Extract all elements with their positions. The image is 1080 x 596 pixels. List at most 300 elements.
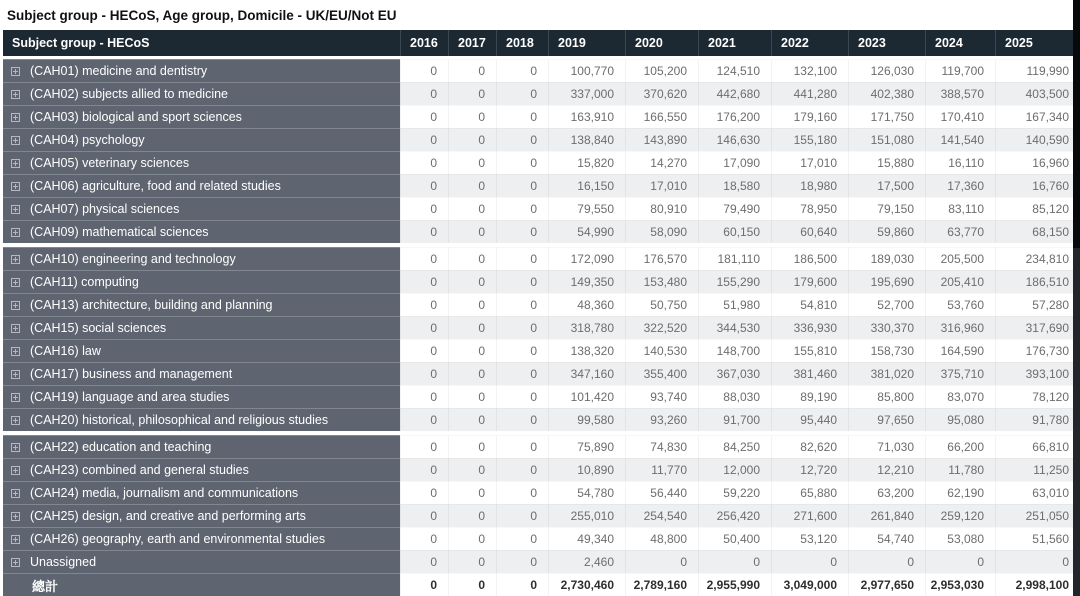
- value-cell: 138,320: [548, 339, 625, 362]
- row-label: (CAH20) historical, philosophical and religious studies: [30, 413, 329, 427]
- row-label-cell[interactable]: [3, 481, 400, 504]
- value-cell: 155,810: [771, 339, 848, 362]
- header-row: [3, 30, 1080, 56]
- row-label: (CAH15) social sciences: [30, 321, 167, 335]
- value-cell: 141,540: [925, 128, 995, 151]
- row-label: (CAH06) agriculture, food and related studies: [30, 179, 281, 193]
- column-header-year[interactable]: 2025: [995, 30, 1080, 56]
- value-cell: 0: [925, 550, 995, 573]
- value-cell: 58,090: [625, 220, 698, 243]
- value-cell: 205,500: [925, 247, 995, 270]
- value-cell: 10,890: [548, 458, 625, 481]
- value-cell: 12,000: [698, 458, 771, 481]
- value-cell: 17,090: [698, 151, 771, 174]
- table-row: [3, 59, 1080, 82]
- expand-plus-icon[interactable]: [11, 136, 20, 145]
- value-cell: 0: [496, 316, 548, 339]
- value-cell: 0: [496, 293, 548, 316]
- value-cell: 0: [448, 293, 496, 316]
- value-cell: 51,980: [698, 293, 771, 316]
- value-cell: 172,090: [548, 247, 625, 270]
- value-cell: 0: [400, 408, 448, 431]
- value-cell: 140,530: [625, 339, 698, 362]
- value-cell: 100,770: [548, 59, 625, 82]
- value-cell: 0: [496, 362, 548, 385]
- value-cell: 60,150: [698, 220, 771, 243]
- value-cell: 91,700: [698, 408, 771, 431]
- value-cell: 63,770: [925, 220, 995, 243]
- value-cell: 318,780: [548, 316, 625, 339]
- row-label-cell[interactable]: [3, 105, 400, 128]
- value-cell: 155,180: [771, 128, 848, 151]
- value-cell: 97,650: [848, 408, 925, 431]
- value-cell: 442,680: [698, 82, 771, 105]
- row-label: (CAH03) biological and sport sciences: [30, 110, 242, 124]
- row-label: (CAH10) engineering and technology: [30, 252, 236, 266]
- value-cell: 138,840: [548, 128, 625, 151]
- value-cell: 176,570: [625, 247, 698, 270]
- value-cell: 2,953,030: [925, 573, 995, 596]
- value-cell: 60,640: [771, 220, 848, 243]
- value-cell: 0: [496, 247, 548, 270]
- value-cell: 82,620: [771, 435, 848, 458]
- value-cell: 0: [995, 550, 1080, 573]
- value-cell: 2,998,100: [995, 573, 1080, 596]
- value-cell: 0: [448, 128, 496, 151]
- expand-plus-icon[interactable]: [11, 159, 20, 168]
- row-label: (CAH04) psychology: [30, 133, 145, 147]
- column-header-year[interactable]: 2022: [771, 30, 848, 56]
- value-cell: 402,380: [848, 82, 925, 105]
- value-cell: 0: [496, 59, 548, 82]
- value-cell: 83,110: [925, 197, 995, 220]
- value-cell: 124,510: [698, 59, 771, 82]
- value-cell: 93,740: [625, 385, 698, 408]
- expand-plus-icon[interactable]: [11, 278, 20, 287]
- table-body: [3, 59, 1080, 596]
- value-cell: 189,030: [848, 247, 925, 270]
- value-cell: 0: [400, 247, 448, 270]
- value-cell: 0: [448, 197, 496, 220]
- expand-plus-icon[interactable]: [11, 324, 20, 333]
- value-cell: 75,890: [548, 435, 625, 458]
- value-cell: 0: [496, 481, 548, 504]
- value-cell: 0: [400, 362, 448, 385]
- expand-plus-icon[interactable]: [11, 393, 20, 402]
- value-cell: 0: [400, 481, 448, 504]
- value-cell: 330,370: [848, 316, 925, 339]
- expand-plus-icon[interactable]: [11, 113, 20, 122]
- table-row: [3, 435, 1080, 458]
- value-cell: 234,810: [995, 247, 1080, 270]
- value-cell: 78,950: [771, 197, 848, 220]
- value-cell: 0: [496, 573, 548, 596]
- value-cell: 0: [496, 270, 548, 293]
- value-cell: 89,190: [771, 385, 848, 408]
- value-cell: 388,570: [925, 82, 995, 105]
- table-row: [3, 151, 1080, 174]
- expand-plus-icon[interactable]: [11, 67, 20, 76]
- value-cell: 80,910: [625, 197, 698, 220]
- scrollbar-thumb[interactable]: [1073, 248, 1080, 596]
- value-cell: 0: [448, 435, 496, 458]
- value-cell: 16,110: [925, 151, 995, 174]
- row-label-cell[interactable]: [3, 385, 400, 408]
- value-cell: 256,420: [698, 504, 771, 527]
- row-label-cell[interactable]: [3, 293, 400, 316]
- value-cell: 0: [400, 573, 448, 596]
- row-label-cell[interactable]: [3, 435, 400, 458]
- value-cell: 0: [400, 550, 448, 573]
- table-row: [3, 197, 1080, 220]
- value-cell: 370,620: [625, 82, 698, 105]
- value-cell: 255,010: [548, 504, 625, 527]
- value-cell: 0: [400, 174, 448, 197]
- value-cell: 52,700: [848, 293, 925, 316]
- value-cell: 322,520: [625, 316, 698, 339]
- value-cell: 66,810: [995, 435, 1080, 458]
- value-cell: 11,780: [925, 458, 995, 481]
- row-label: (CAH07) physical sciences: [30, 202, 180, 216]
- table-row: [3, 128, 1080, 151]
- row-label-cell[interactable]: [3, 59, 400, 82]
- table-row: [3, 247, 1080, 270]
- value-cell: 0: [400, 504, 448, 527]
- row-label: (CAH17) business and management: [30, 367, 233, 381]
- value-cell: 0: [448, 105, 496, 128]
- value-cell: 167,340: [995, 105, 1080, 128]
- value-cell: 15,880: [848, 151, 925, 174]
- value-cell: 403,500: [995, 82, 1080, 105]
- value-cell: 63,200: [848, 481, 925, 504]
- value-cell: 57,280: [995, 293, 1080, 316]
- column-header-year[interactable]: 2018: [496, 30, 548, 56]
- value-cell: 12,720: [771, 458, 848, 481]
- value-cell: 101,420: [548, 385, 625, 408]
- value-cell: 195,690: [848, 270, 925, 293]
- expand-plus-icon[interactable]: [11, 301, 20, 310]
- row-label-cell[interactable]: [3, 247, 400, 270]
- table-row: [3, 270, 1080, 293]
- value-cell: 59,860: [848, 220, 925, 243]
- row-label-cell[interactable]: [3, 174, 400, 197]
- value-cell: 0: [496, 105, 548, 128]
- value-cell: 316,960: [925, 316, 995, 339]
- value-cell: 0: [496, 408, 548, 431]
- value-cell: 63,010: [995, 481, 1080, 504]
- value-cell: 0: [496, 504, 548, 527]
- value-cell: 49,340: [548, 527, 625, 550]
- value-cell: 146,630: [698, 128, 771, 151]
- value-cell: 15,820: [548, 151, 625, 174]
- value-cell: 0: [848, 550, 925, 573]
- expand-plus-icon[interactable]: [11, 182, 20, 191]
- value-cell: 344,530: [698, 316, 771, 339]
- value-cell: 0: [698, 550, 771, 573]
- row-label-cell[interactable]: [3, 82, 400, 105]
- value-cell: 0: [496, 197, 548, 220]
- value-cell: 259,120: [925, 504, 995, 527]
- row-label: 總計: [32, 578, 59, 594]
- value-cell: 0: [496, 174, 548, 197]
- table-row: [3, 316, 1080, 339]
- value-cell: 78,120: [995, 385, 1080, 408]
- value-cell: 0: [400, 435, 448, 458]
- value-cell: 17,010: [771, 151, 848, 174]
- matrix-table: [3, 30, 1080, 596]
- row-label-cell[interactable]: [3, 550, 400, 573]
- value-cell: 0: [448, 385, 496, 408]
- value-cell: 0: [400, 151, 448, 174]
- value-cell: 367,030: [698, 362, 771, 385]
- row-label-cell[interactable]: [3, 458, 400, 481]
- value-cell: 254,540: [625, 504, 698, 527]
- value-cell: 381,020: [848, 362, 925, 385]
- table-row: [3, 527, 1080, 550]
- value-cell: 88,030: [698, 385, 771, 408]
- value-cell: 119,990: [995, 59, 1080, 82]
- value-cell: 0: [448, 339, 496, 362]
- value-cell: 140,590: [995, 128, 1080, 151]
- value-cell: 186,510: [995, 270, 1080, 293]
- value-cell: 441,280: [771, 82, 848, 105]
- value-cell: 0: [448, 82, 496, 105]
- column-header-year[interactable]: 2017: [448, 30, 496, 56]
- column-header-year[interactable]: 2021: [698, 30, 771, 56]
- column-header-year[interactable]: 2020: [625, 30, 698, 56]
- row-label: (CAH13) architecture, building and planning: [30, 298, 273, 312]
- value-cell: 0: [448, 481, 496, 504]
- value-cell: 347,160: [548, 362, 625, 385]
- total-row: [3, 573, 1080, 596]
- value-cell: 0: [448, 174, 496, 197]
- value-cell: 16,760: [995, 174, 1080, 197]
- value-cell: 65,880: [771, 481, 848, 504]
- value-cell: 336,930: [771, 316, 848, 339]
- expand-plus-icon[interactable]: [11, 443, 20, 452]
- value-cell: 11,250: [995, 458, 1080, 481]
- value-cell: 0: [448, 408, 496, 431]
- value-cell: 158,730: [848, 339, 925, 362]
- expand-plus-icon[interactable]: [11, 370, 20, 379]
- column-header-year[interactable]: 2024: [925, 30, 995, 56]
- value-cell: 53,080: [925, 527, 995, 550]
- value-cell: 0: [448, 316, 496, 339]
- value-cell: 0: [400, 339, 448, 362]
- value-cell: 171,750: [848, 105, 925, 128]
- row-label: (CAH23) combined and general studies: [30, 463, 249, 477]
- expand-plus-icon[interactable]: [11, 489, 20, 498]
- value-cell: 186,500: [771, 247, 848, 270]
- value-cell: 149,350: [548, 270, 625, 293]
- row-label: (CAH19) language and area studies: [30, 390, 230, 404]
- value-cell: 105,200: [625, 59, 698, 82]
- value-cell: 163,910: [548, 105, 625, 128]
- value-cell: 176,730: [995, 339, 1080, 362]
- expand-plus-icon[interactable]: [11, 535, 20, 544]
- value-cell: 54,810: [771, 293, 848, 316]
- value-cell: 0: [496, 151, 548, 174]
- value-cell: 0: [400, 293, 448, 316]
- value-cell: 95,080: [925, 408, 995, 431]
- row-label-cell[interactable]: [3, 128, 400, 151]
- value-cell: 54,990: [548, 220, 625, 243]
- value-cell: 170,410: [925, 105, 995, 128]
- value-cell: 48,800: [625, 527, 698, 550]
- value-cell: 317,690: [995, 316, 1080, 339]
- value-cell: 56,440: [625, 481, 698, 504]
- value-cell: 95,440: [771, 408, 848, 431]
- row-label-cell[interactable]: [3, 527, 400, 550]
- value-cell: 153,480: [625, 270, 698, 293]
- row-label-cell[interactable]: [3, 362, 400, 385]
- row-label-cell[interactable]: [3, 504, 400, 527]
- table-row: [3, 550, 1080, 573]
- table-row: [3, 362, 1080, 385]
- value-cell: 18,580: [698, 174, 771, 197]
- value-cell: 93,260: [625, 408, 698, 431]
- value-cell: 18,980: [771, 174, 848, 197]
- row-label-cell[interactable]: [3, 270, 400, 293]
- value-cell: 0: [448, 550, 496, 573]
- value-cell: 0: [448, 59, 496, 82]
- row-label: (CAH02) subjects allied to medicine: [30, 87, 229, 101]
- value-cell: 393,100: [995, 362, 1080, 385]
- value-cell: 16,960: [995, 151, 1080, 174]
- value-cell: 0: [496, 435, 548, 458]
- value-cell: 0: [496, 128, 548, 151]
- value-cell: 0: [400, 105, 448, 128]
- value-cell: 54,740: [848, 527, 925, 550]
- value-cell: 17,010: [625, 174, 698, 197]
- value-cell: 166,550: [625, 105, 698, 128]
- column-header-year[interactable]: 2023: [848, 30, 925, 56]
- value-cell: 0: [448, 270, 496, 293]
- value-cell: 176,200: [698, 105, 771, 128]
- table-row: [3, 293, 1080, 316]
- row-label: (CAH11) computing: [30, 275, 139, 289]
- value-cell: 2,789,160: [625, 573, 698, 596]
- value-cell: 2,460: [548, 550, 625, 573]
- value-cell: 151,080: [848, 128, 925, 151]
- table-row: [3, 339, 1080, 362]
- value-cell: 0: [496, 550, 548, 573]
- value-cell: 0: [400, 316, 448, 339]
- expand-plus-icon[interactable]: [11, 558, 20, 567]
- table-row: [3, 458, 1080, 481]
- value-cell: 155,290: [698, 270, 771, 293]
- value-cell: 0: [625, 550, 698, 573]
- row-label: Unassigned: [30, 555, 97, 569]
- expand-plus-icon[interactable]: [11, 228, 20, 237]
- row-label-cell[interactable]: [3, 408, 400, 431]
- value-cell: 0: [400, 59, 448, 82]
- value-cell: 375,710: [925, 362, 995, 385]
- expand-plus-icon[interactable]: [11, 416, 20, 425]
- value-cell: 0: [496, 339, 548, 362]
- value-cell: 50,400: [698, 527, 771, 550]
- value-cell: 0: [496, 82, 548, 105]
- value-cell: 181,110: [698, 247, 771, 270]
- value-cell: 50,750: [625, 293, 698, 316]
- value-cell: 0: [400, 197, 448, 220]
- row-label-cell[interactable]: [3, 197, 400, 220]
- value-cell: 0: [448, 527, 496, 550]
- value-cell: 68,150: [995, 220, 1080, 243]
- value-cell: 0: [496, 220, 548, 243]
- value-cell: 0: [400, 128, 448, 151]
- value-cell: 0: [400, 458, 448, 481]
- value-cell: 271,600: [771, 504, 848, 527]
- value-cell: 2,955,990: [698, 573, 771, 596]
- vertical-scrollbar[interactable]: [1073, 0, 1080, 596]
- value-cell: 48,360: [548, 293, 625, 316]
- row-label-cell[interactable]: [3, 151, 400, 174]
- table-row: [3, 504, 1080, 527]
- value-cell: 0: [400, 220, 448, 243]
- row-label: (CAH24) media, journalism and communications: [30, 486, 299, 500]
- table-row: [3, 220, 1080, 243]
- expand-plus-icon[interactable]: [11, 90, 20, 99]
- value-cell: 0: [496, 527, 548, 550]
- row-label: (CAH22) education and teaching: [30, 440, 212, 454]
- expand-plus-icon[interactable]: [11, 255, 20, 264]
- value-cell: 0: [448, 151, 496, 174]
- value-cell: 0: [496, 385, 548, 408]
- value-cell: 0: [448, 220, 496, 243]
- table-row: [3, 174, 1080, 197]
- value-cell: 85,800: [848, 385, 925, 408]
- value-cell: 164,590: [925, 339, 995, 362]
- value-cell: 83,070: [925, 385, 995, 408]
- row-label: (CAH25) design, and creative and performing arts: [30, 509, 306, 523]
- column-header-year[interactable]: 2016: [400, 30, 448, 56]
- value-cell: 17,360: [925, 174, 995, 197]
- value-cell: 74,830: [625, 435, 698, 458]
- column-header-year[interactable]: 2019: [548, 30, 625, 56]
- expand-plus-icon[interactable]: [11, 466, 20, 475]
- value-cell: 143,890: [625, 128, 698, 151]
- value-cell: 79,550: [548, 197, 625, 220]
- value-cell: 148,700: [698, 339, 771, 362]
- row-label-cell[interactable]: [3, 573, 400, 596]
- table-row: [3, 481, 1080, 504]
- value-cell: 53,760: [925, 293, 995, 316]
- value-cell: 0: [448, 362, 496, 385]
- value-cell: 0: [496, 458, 548, 481]
- expand-plus-icon[interactable]: [11, 205, 20, 214]
- expand-plus-icon[interactable]: [11, 347, 20, 356]
- value-cell: 17,500: [848, 174, 925, 197]
- page-title: Subject group - HECoS, Age group, Domicile - UK/EU/Not EU: [7, 7, 397, 23]
- expand-plus-icon[interactable]: [11, 512, 20, 521]
- row-label-cell[interactable]: [3, 339, 400, 362]
- value-cell: 54,780: [548, 481, 625, 504]
- row-label: (CAH09) mathematical sciences: [30, 225, 209, 239]
- value-cell: 132,100: [771, 59, 848, 82]
- value-cell: 0: [448, 504, 496, 527]
- column-header-subject-group[interactable]: Subject group - HECoS: [12, 36, 150, 50]
- row-label-cell[interactable]: [3, 316, 400, 339]
- value-cell: 126,030: [848, 59, 925, 82]
- value-cell: 0: [448, 573, 496, 596]
- row-label: (CAH26) geography, earth and environmental studies: [30, 532, 326, 546]
- value-cell: 14,270: [625, 151, 698, 174]
- row-label-cell[interactable]: [3, 220, 400, 243]
- value-cell: 11,770: [625, 458, 698, 481]
- table-row: [3, 105, 1080, 128]
- value-cell: 2,977,650: [848, 573, 925, 596]
